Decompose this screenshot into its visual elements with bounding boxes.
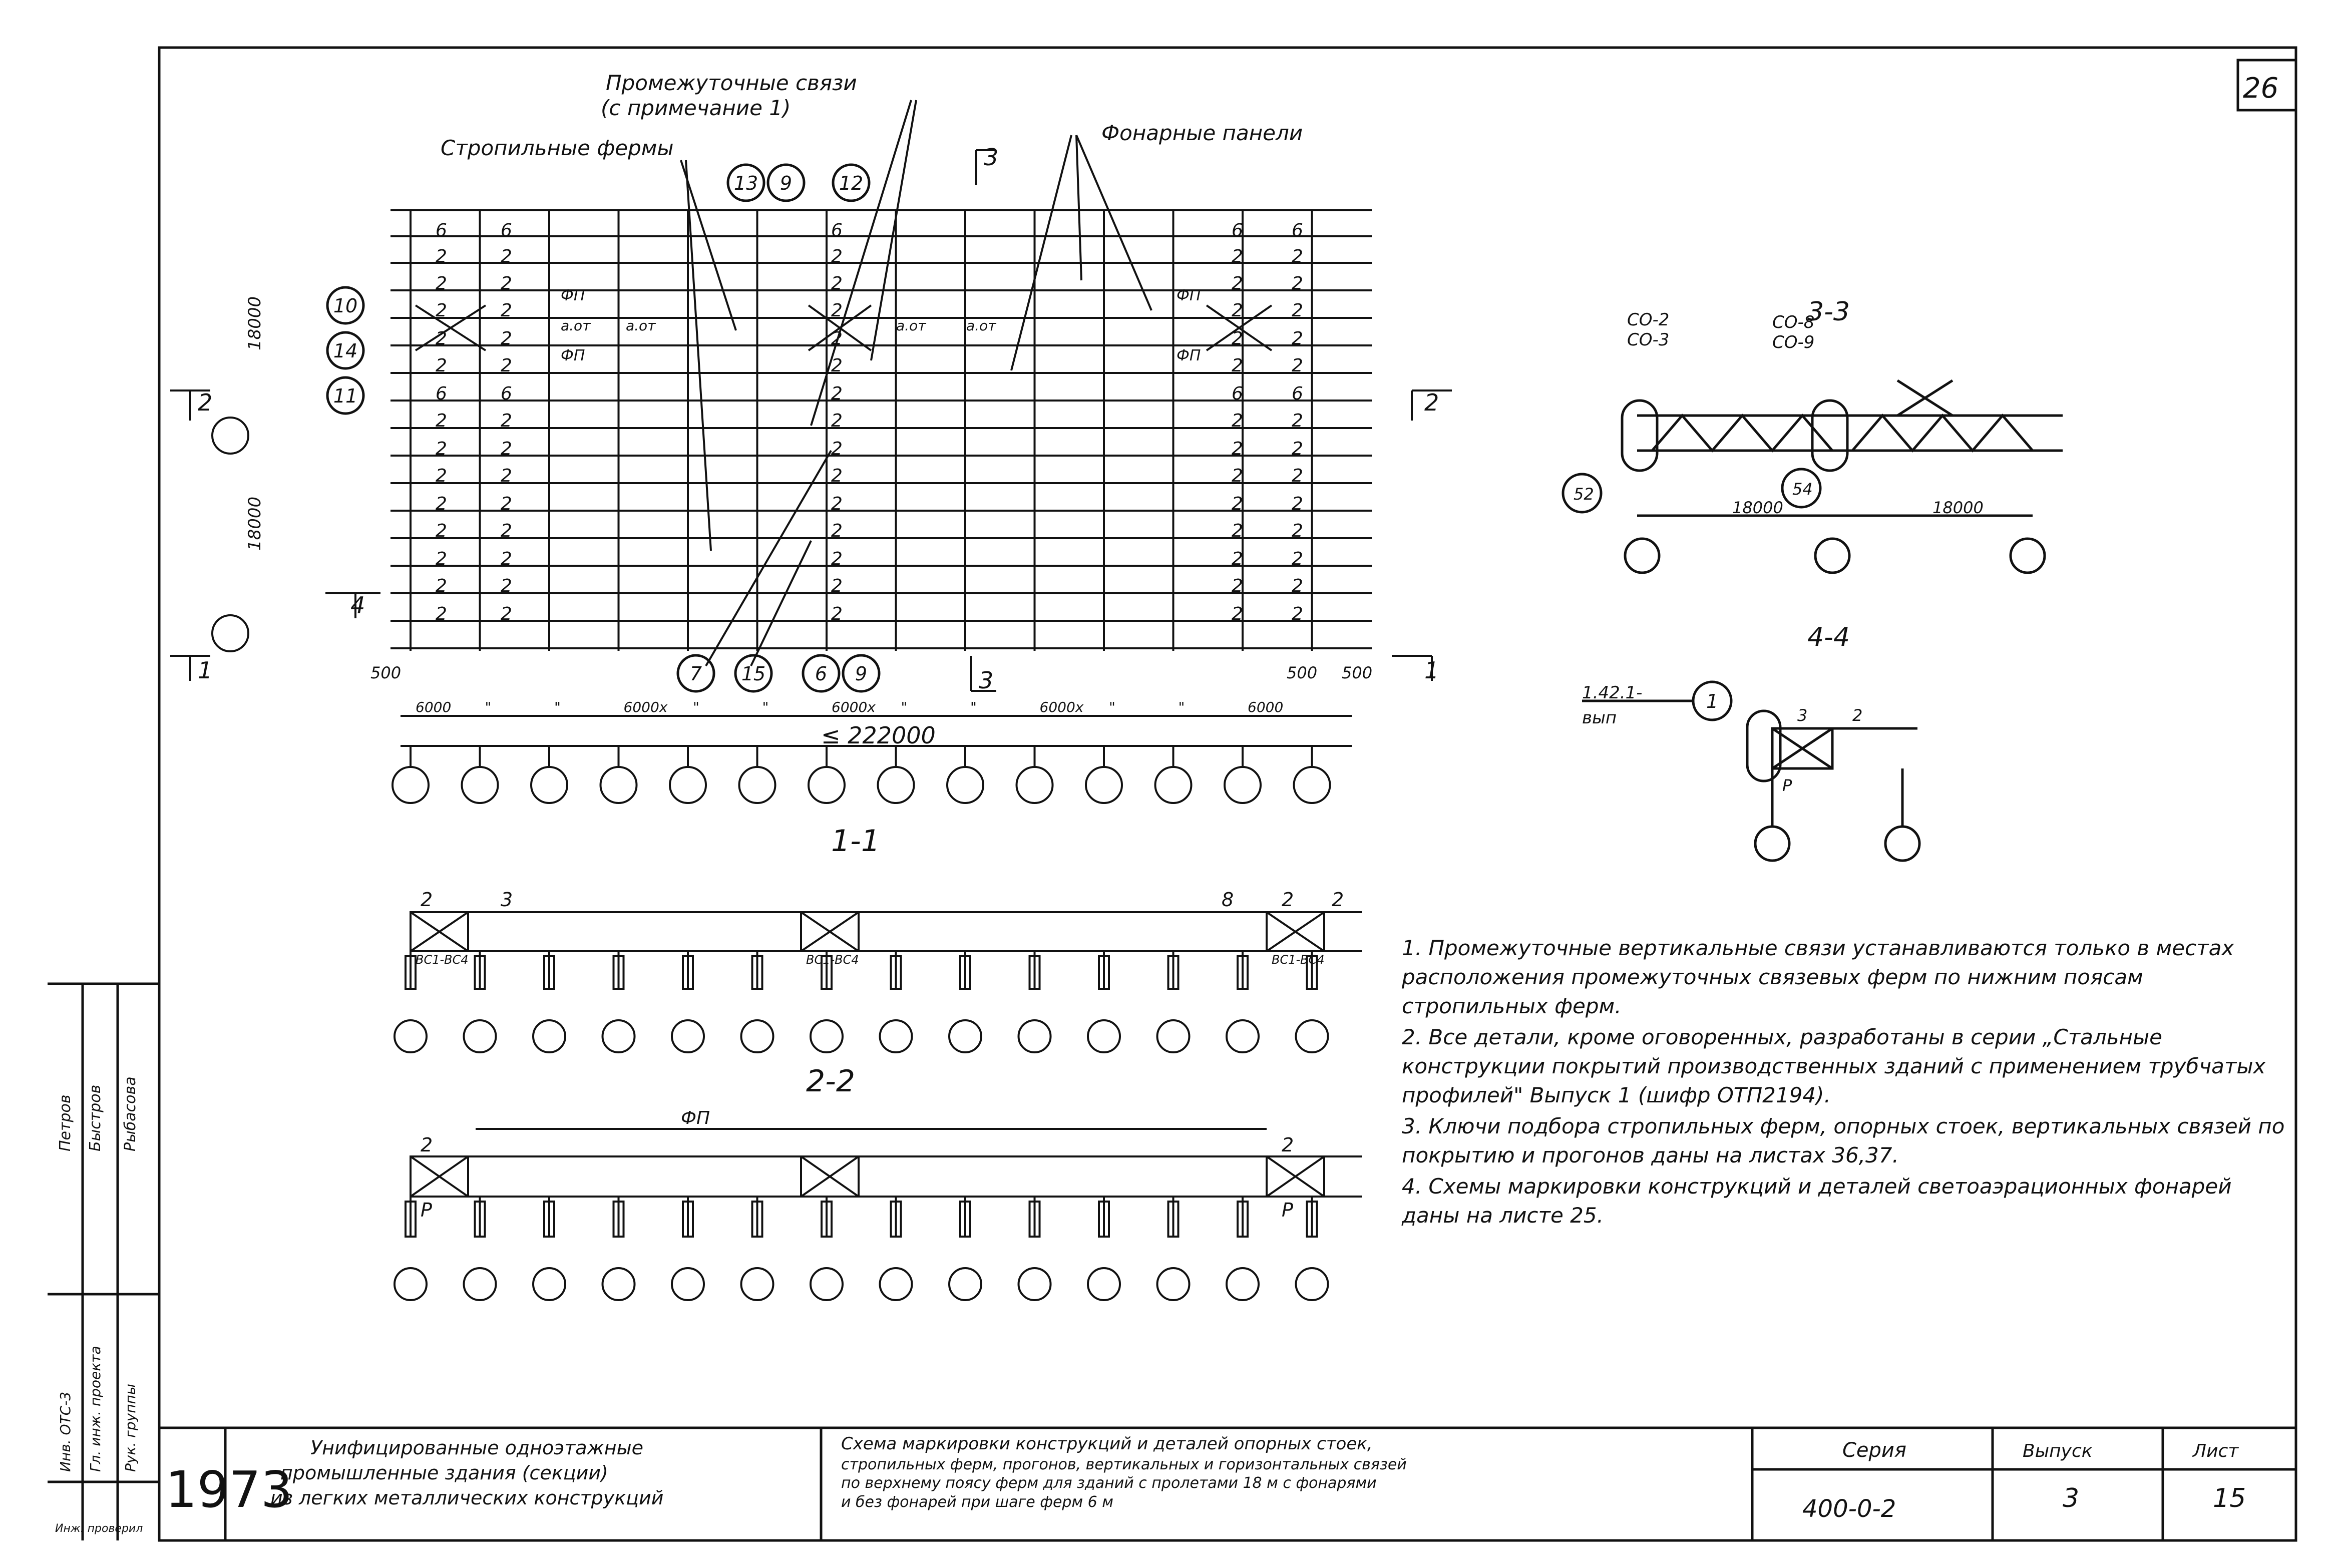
plan-cell-code: 2 [436,300,447,321]
axis-bubble [393,767,429,803]
sec33-dim-a: 18000 [1732,498,1783,517]
span-dim: " [485,699,492,715]
plan-cell-code: ФП [1177,287,1201,304]
project-line-2: промышленные здания (секции) [280,1462,608,1484]
callout-number: 7 [689,663,702,685]
dim-500-right-a: 500 [1287,663,1318,682]
section-axis-bubble [880,1268,912,1300]
note-4: 4. Схемы маркировки конструкций и деталей светоаэрационных фонарей даны на листе 25. [1402,1174,2232,1228]
sheet-value: 15 [2213,1483,2246,1513]
plan-cell-code: 2 [831,411,843,431]
drawing-line-4: и без фонарей при шаге ферм 6 м [841,1493,1113,1511]
plan-cell-code: 2 [436,411,447,431]
plan-cell-code: 2 [1232,300,1243,321]
section-axis-bubble [1019,1268,1051,1300]
span-dim: 6000 [1248,699,1284,715]
section-axis-bubble [603,1268,635,1300]
plan-cell-code: 2 [1232,494,1243,514]
label-rafter-trusses: Стропильные фермы [441,136,674,160]
sec22-code: 2 [421,1134,433,1156]
axis-bubble [462,767,498,803]
plan-cell-code: 2 [831,439,843,459]
sec11-code: 2 [1282,889,1294,911]
dim-500-right-b: 500 [1342,663,1373,682]
sec22-code: Р [1282,1199,1293,1221]
sec44-title: 4-4 [1807,622,1850,652]
plan-cell-code: 2 [436,246,447,267]
plan-cell-code: 2 [831,355,843,376]
section-3-3 [1563,380,2063,573]
plan-cell-code: 2 [501,466,512,486]
sec11-brace-c: ВС1-ВС4 [1272,953,1325,967]
span-dim: 6000 [416,699,452,715]
title-year: 1973 [165,1460,293,1519]
section-axis-bubble [672,1020,704,1052]
plan-cell-code: 2 [831,300,843,321]
plan-cell-code: а.от [561,317,591,334]
span-dim: 6000х [623,699,668,715]
label-intermediate-note: (с примечание 1) [601,96,791,120]
plan-cell-code: 2 [831,273,843,294]
section-2-2-columns [395,1197,1328,1300]
sec33-mid-sub: СО-9 [1772,332,1815,352]
sec22-title: 2-2 [806,1064,855,1099]
section-axis-bubble [1227,1020,1259,1052]
plan-cell-code: 2 [436,273,447,294]
section-mark: 1 [198,657,213,684]
section-axis-bubble [1088,1268,1120,1300]
dim-total: ≤ 222000 [821,722,936,749]
plan-cell-code: 2 [1232,328,1243,349]
axis-bubble [739,767,775,803]
issue-value: 3 [2063,1483,2080,1513]
sec11-title: 1-1 [831,824,880,859]
label-lantern-panels: Фонарные панели [1101,121,1303,145]
plan-cell-code: 6 [436,220,447,241]
section-axis-bubble [1157,1268,1190,1300]
issue-label: Выпуск [2023,1441,2093,1461]
plan-cell-code: 2 [436,355,447,376]
plan-cell-code: 2 [831,246,843,267]
stamp-name-3: Рыбасова [122,1076,139,1151]
note-3: 3. Ключи подбора стропильных ферм, опорных стоек, вертикальных связей по покрытию и прогонов даны на листах 36,37. [1402,1114,2285,1167]
note-1: 1. Промежуточные вертикальные связи устанавливаются только в местах расположения промежуточных связевых ферм по нижним поясам стропильных ферм. [1402,936,2234,1018]
section-axis-bubble [464,1020,496,1052]
plan-cell-code: а.от [966,317,996,334]
plan-cell-code: 2 [436,466,447,486]
axis-bubble-row [212,418,248,454]
plan-cell-code: 2 [831,604,843,624]
note-2: 2. Все детали, кроме оговоренных, разработаны в серии „Стальные конструкции покрытий производственных зданий с применением трубчатых профилей" Выпуск 1 (шифр ОТП2194). [1402,1025,2266,1107]
callout-number: 15 [741,663,766,685]
plan-cell-code: 2 [501,355,512,376]
drawing-line-1: Схема маркировки конструкций и деталей опорных стоек, [841,1434,1373,1454]
plan-cell-code: 2 [1232,521,1243,541]
section-4-4 [1582,682,1919,861]
plan-cell-code: 2 [1232,604,1243,624]
callout-number: 9 [855,663,868,685]
plan-cell-code: а.от [896,317,926,334]
plan-cell-code: 2 [831,494,843,514]
plan-cell-code: 2 [1292,439,1303,459]
axis-bubble [1155,767,1192,803]
span-dim: " [1178,699,1185,715]
plan-column-lines [411,210,1312,651]
axis-bubble [947,767,983,803]
plan-cell-code: 2 [436,549,447,569]
plan-cell-code: а.от [626,317,656,334]
stamp-name-1: Петров [57,1094,74,1151]
plan-cell-code: 2 [501,494,512,514]
plan-cell-code: 2 [1292,576,1303,596]
plan-cell-code: ФП [1177,347,1201,364]
plan-cell-code: 2 [1292,494,1303,514]
section-axis-bubble [1019,1020,1051,1052]
callout-number: 11 [333,385,358,407]
callout-number: 9 [780,172,793,194]
sheet-number: 26 [2243,72,2279,105]
sec44-ref: 1.42.1- [1582,683,1643,703]
plan-cell-code: 2 [1292,604,1303,624]
section-mark: 1 [1424,657,1439,684]
plan-cell-code: 2 [1292,246,1303,267]
span-dim: " [1109,699,1115,715]
plan-cell-code: 2 [1232,439,1243,459]
stamp-role-1: Гл. инж. проекта [87,1346,104,1472]
sec33-mid-label: СО-8 [1772,312,1815,332]
plan-cell-code: 6 [501,383,512,404]
axis-bubble [1294,767,1330,803]
span-dim: " [762,699,769,715]
plan-cell-code: 2 [501,411,512,431]
section-axis-bubble [672,1268,704,1300]
plan-cell-code: 2 [501,328,512,349]
stamp-name-2: Быстров [87,1084,104,1151]
plan-cell-code: 2 [1292,300,1303,321]
span-dim: " [970,699,977,715]
sec44-callout: 1 [1706,690,1719,712]
plan-cell-code: 6 [831,220,843,241]
plan-purlin-lines [391,210,1372,648]
axis-bubble [670,767,706,803]
plan-cell-code: 2 [436,521,447,541]
roof-plan [170,100,1452,803]
sec11-code: 8 [1222,889,1234,911]
plan-cell-code: 2 [501,273,512,294]
notes [1402,934,2293,1232]
plan-cell-code: 2 [501,300,512,321]
stamp-role-2: Рук. группы [122,1384,139,1472]
callout-number: 10 [333,295,358,317]
axis-bubble-row [212,615,248,651]
plan-cell-code: ФП [561,347,585,364]
label-intermediate-ties: Промежуточные связи [606,71,857,95]
axis-bubble [1017,767,1053,803]
section-1-1 [395,912,1362,1052]
dim-18000-a: 18000 [245,296,265,350]
plan-cell-code: 2 [436,576,447,596]
plan-cell-code: 6 [1292,220,1303,241]
section-mark: 3 [984,144,999,171]
section-mark: 3 [979,667,994,694]
sec44-ref-sub: вып [1582,708,1617,728]
section-axis-bubble [395,1020,427,1052]
sec44-code: 3 [1797,706,1808,725]
drawing-line-3: по верхнему поясу ферм для зданий с пролетами 18 м с фонарями [841,1474,1377,1492]
section-axis-bubble [949,1268,981,1300]
project-line-3: из легких металлических конструкций [270,1487,664,1509]
sec22-code: 2 [1282,1134,1294,1156]
series-label: Серия [1842,1439,1906,1462]
sec33-title: 3-3 [1807,297,1850,327]
sec33-callout-a: 52 [1574,485,1594,504]
section-1-1-columns [395,951,1328,1052]
callout-number: 14 [333,340,358,362]
sec11-code: 2 [1332,889,1344,911]
plan-cell-code: 2 [831,466,843,486]
axis-bubble [809,767,845,803]
plan-cell-code: 2 [1232,411,1243,431]
section-mark: 4 [350,592,365,619]
plan-cell-code: 6 [1232,220,1243,241]
section-axis-bubble [1296,1020,1328,1052]
section-axis-bubble [949,1020,981,1052]
sec11-code: 3 [501,889,513,911]
plan-cell-code: 2 [501,549,512,569]
axis-bubble [601,767,637,803]
axis-bubble [878,767,914,803]
section-axis-bubble [533,1020,565,1052]
plan-cell-code: 2 [1292,328,1303,349]
plan-cell-code: 2 [1292,411,1303,431]
plan-cell-code: 2 [1292,273,1303,294]
stamp-bottom: Инж. проверил [55,1522,143,1535]
plan-cell-code: 2 [1232,273,1243,294]
sec22-code: Р [421,1199,432,1221]
stamp-code: Инв. ОТС-3 [57,1391,74,1472]
section-axis-bubble [1157,1020,1190,1052]
plan-cell-code: 2 [501,576,512,596]
plan-cell-code: 2 [831,328,843,349]
section-axis-bubble [741,1020,773,1052]
plan-cell-code: 2 [501,246,512,267]
callout-number: 6 [815,663,828,685]
section-axis-bubble [1088,1020,1120,1052]
section-axis-bubble [1227,1268,1259,1300]
axis-bubble [1086,767,1122,803]
sec44-code: Р [1782,776,1792,795]
section-mark: 2 [1424,389,1439,416]
span-dim: 6000х [832,699,876,715]
section-axis-bubble [811,1020,843,1052]
section-2-2 [395,1129,1362,1300]
plan-cell-code: 2 [501,521,512,541]
plan-cell-code: 2 [501,604,512,624]
section-axis-bubble [395,1268,427,1300]
drawing-line-2: стропильных ферм, прогонов, вертикальных и горизонтальных связей [841,1456,1407,1473]
plan-cell-code: 2 [1232,549,1243,569]
span-dim: " [901,699,908,715]
section-axis-bubble [880,1020,912,1052]
section-mark: 2 [198,389,213,416]
plan-cell-code: 2 [1232,466,1243,486]
plan-cell-code: ФП [561,287,585,304]
axis-bubble [531,767,567,803]
plan-cell-code: 2 [1292,466,1303,486]
plan-cell-code: 2 [1232,246,1243,267]
section-axis-bubble [1296,1268,1328,1300]
section-axis-bubble [603,1020,635,1052]
sec11-brace-b: ВС1-ВС4 [806,953,859,967]
section-axis-bubble [741,1268,773,1300]
plan-cell-code: 6 [1292,383,1303,404]
plan-cell-code: 2 [831,549,843,569]
callout-number: 13 [733,172,758,194]
plan-cell-code: 2 [1292,521,1303,541]
series-value: 400-0-2 [1802,1495,1896,1523]
span-dim: " [693,699,699,715]
span-dim: " [554,699,561,715]
sec33-left-sub: СО-3 [1627,330,1670,350]
span-dim: 6000х [1039,699,1084,715]
sec11-code: 2 [421,889,433,911]
section-axis-bubble [464,1268,496,1300]
plan-cell-code: 2 [831,521,843,541]
plan-cell-code: 2 [501,439,512,459]
dim-18000-b: 18000 [245,496,265,551]
plan-cell-code: 2 [1232,355,1243,376]
axis-bubble [1225,767,1261,803]
sec11-brace-a: ВС1-ВС4 [416,953,469,967]
plan-cell-code: 2 [1292,549,1303,569]
plan-cell-code: 6 [501,220,512,241]
plan-cell-code: 2 [1292,355,1303,376]
project-line-1: Унифицированные одноэтажные [310,1437,643,1459]
sec44-code: 2 [1852,706,1863,725]
sheet-label: Лист [2193,1441,2239,1461]
sec22-lantern: ФП [681,1108,710,1128]
section-axis-bubble [811,1268,843,1300]
sec33-left-label: СО-2 [1627,310,1670,330]
plan-cell-code: 2 [436,328,447,349]
sec33-dim-b: 18000 [1932,498,1984,517]
plan-cell-code: 2 [436,439,447,459]
plan-cell-code: 6 [436,383,447,404]
plan-cell-code: 6 [1232,383,1243,404]
plan-cell-code: 2 [436,604,447,624]
section-axis-bubble [533,1268,565,1300]
plan-cell-code: 2 [831,383,843,404]
sec33-callout-b: 54 [1792,480,1813,499]
plan-cell-code: 2 [436,494,447,514]
dim-500-left: 500 [370,663,402,682]
plan-cell-code: 2 [831,576,843,596]
callout-number: 12 [839,172,864,194]
plan-cell-code: 2 [1232,576,1243,596]
